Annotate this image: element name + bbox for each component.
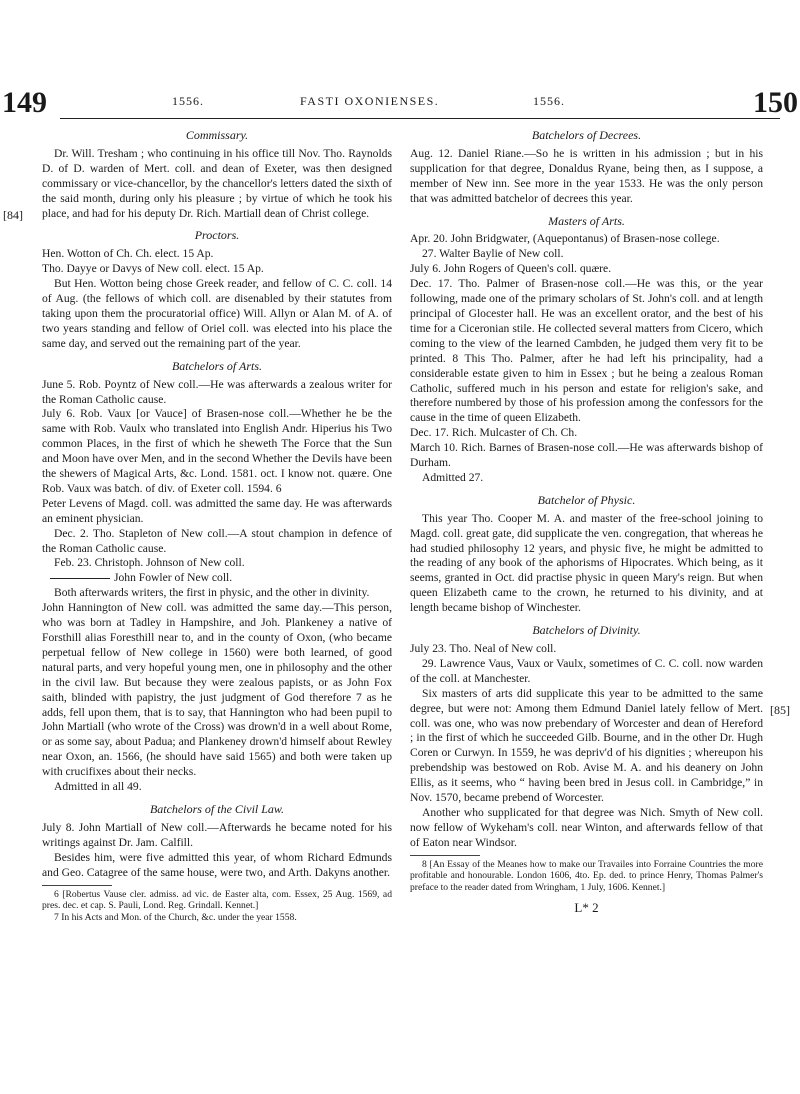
page-number-left: 149 [2, 86, 47, 119]
paragraph: March 10. Rich. Barnes of Brasen-nose coll.—He was afterwards bishop of Durham. [410, 441, 763, 470]
paragraph: Aug. 12. Daniel Riane.—So he is written in his admission ; but in his supplication for that degree, Donaldus Ryane, being then, as I suppose, a member of New inn. See more in the year 1533. He was the only person that was admitted batchelor of decrees this year. [410, 146, 763, 205]
right-column [410, 128, 763, 916]
heading-proctors: Proctors. [194, 228, 240, 243]
paragraph: July 6. John Rogers of Queen's coll. quære. [410, 262, 612, 276]
paragraph: Both afterwards writers, the first in physic, and the other in divinity. [54, 586, 370, 600]
paragraph: Dec. 17. Rich. Mulcaster of Ch. Ch. [410, 426, 578, 440]
paragraph: Admitted 27. [422, 470, 484, 484]
margin-note-left: [84] [3, 208, 23, 222]
paragraph: Apr. 20. John Bridgwater, (Aquepontanus) of Brasen-nose college. [410, 232, 720, 246]
entry-text: John Fowler of New coll. [114, 571, 233, 585]
heading-masters-of-arts: Masters of Arts. [548, 213, 625, 228]
signature-mark: L* 2 [574, 900, 599, 916]
paragraph: Peter Levens of Magd. coll. was admitted the same day. He was afterwards an eminent physician. [42, 496, 392, 525]
footnote: 6 [Robertus Vause cler. admiss. ad vic. de Easter alta, com. Essex, 25 Aug. 1569, ad pres. dec. et cap. S. Pauli, Lond. Reg. Grindall. Kennet.] [42, 888, 392, 912]
margin-note-right: [85] [770, 703, 790, 717]
heading-batchelors-of-arts: Batchelors of Arts. [171, 358, 263, 373]
paragraph: Six masters of arts did supplicate this year to be admitted to the same degree, but were not: Among them Edmund Daniel lately fellow of Mert. coll. was one, who was now prebendary of Worcester and dean of Hereford ; in the first of which he succeeded Gilb. Bourne, and in the other Dr. Hugh Coren or Curwyn. In 1559, he was depriv'd of his dignities ; whereupon his prebendship was bestowed on Rob. Avise M. A. and his deanery on John Ellis, as it seems, who “ having been bred in Jesus coll. in Cambridge,” in Nov. 1570, became prebend of Worcester. [410, 686, 763, 805]
footnote: 7 In his Acts and Mon. of the Church, &c. under the year 1558. [54, 911, 297, 923]
heading-commissary: Commissary. [185, 128, 249, 142]
heading-batchelors-of-decrees: Batchelors of Decrees. [531, 128, 642, 142]
header-rule [60, 118, 780, 119]
header-year-right: 1556. [533, 94, 565, 108]
paragraph: July 8. John Martiall of New coll.—Afterwards he became noted for his writings against Dr. Jam. Calfill. [42, 820, 392, 849]
paragraph: 29. Lawrence Vaus, Vaux or Vaulx, sometimes of C. C. coll. now warden of the coll. at Manchester. [410, 656, 763, 685]
paragraph: John Hannington of New coll. was admitted the same day.—This person, who was born at Tadley in Hampshire, and Joh. Plankeney a native of Forsthill alias Foresthill near to, and in the county of Oxon, (who became perpetual fellow of New college in 1560) were both learned, of good natural parts, and very hopeful young men, one in philosophy and the other in the civil law. But because they were zealous papists, or as John Fox saith, blinded with papistry, the just judgment of God therefore 7 as he adds, fell upon them, that is to say, that Hannington who had been pupil to John Martiall (who wrote of the Cross) was drown'd in a well about Rome, or as some say, about Padua; and Plankeney drown'd himself about Rewley near Oxon, an. 1566, (he should have said 1565) and both were taken up with crucifixes about their necks. [42, 601, 392, 779]
ditto-entry [42, 571, 392, 586]
paragraph: This year Tho. Cooper M. A. and master of the free-school joining to Magd. coll. great gate, did supplicate the ven. congregation, that whereas he had studied philosophy 12 years, and physic five, he might be admitted to the reading of any book of the aphorisms of Hipocrates. Which being, as it seems, granted in Oct. did practise physic in queen Mary's reign. But when queen Elizabeth came to the crown, he returned to his divinity, and at length became bishop of Winchester. [410, 511, 763, 615]
header-title: FASTI OXONIENSES. [300, 94, 440, 108]
paragraph: Admitted in all 49. [54, 780, 142, 794]
footnote: 8 [An Essay of the Meanes how to make our Travailes into Forraine Countries the more profitable and honourable. London 1606, 4to. Ep. ded. to prince Henry, Thomas Palmer's preface to the reader dated from Wringham, 1 July, 1606. Kennet.] [410, 858, 763, 893]
footnote-rule [42, 885, 112, 886]
ditto-dash [50, 578, 110, 579]
paragraph: Hen. Wotton of Ch. Ch. elect. 15 Ap. [42, 247, 214, 261]
paragraph: But Hen. Wotton being chose Greek reader, and fellow of C. C. coll. 14 of Aug. (the fellows of which coll. are disenabled by their statutes from taking upon them the procuratorial office) Will. Allyn or Alan M. of A. of two years standing and fellow of Oriel coll. was elected into his place the same day, and served out the remaining part of the year. [42, 277, 392, 350]
paragraph: July 23. Tho. Neal of New coll. [410, 642, 557, 655]
left-column [42, 128, 392, 923]
footnote-rule [410, 855, 480, 856]
paragraph: Feb. 23. Christoph. Johnson of New coll. [54, 556, 245, 570]
heading-batchelor-of-physic: Batchelor of Physic. [537, 492, 636, 507]
header-year-left: 1556. [172, 94, 204, 108]
paragraph: Dr. Will. Tresham ; who continuing in his office till Nov. Tho. Raynolds D. of D. warden of Mert. coll. and dean of Exeter, was then designed commissary or vice-chancellor, by the chancellor's letters dated the sixth of the said month, during only his pleasure ; by virtue of which he took his place, and had for his deputy Dr. Rich. Martiall dean of Christ college. [42, 146, 392, 220]
heading-batchelors-of-civil-law: Batchelors of the Civil Law. [149, 801, 285, 816]
paragraph: July 6. Rob. Vaux [or Vauce] of Brasen-nose coll.—Whether he be the same with Rob. Vaulx who translated into English Andr. Hiperius his Two common Places, in the first of which he sheweth The Force that the Sun and Moon have over Men, and in the second Whether the Devils have been the shewers of Magical Arts, &c. Lond. 1581. oct. I know not. quære. One Rob. Vaux was batch. of div. of Exeter coll. 1594. 6 [42, 407, 392, 495]
paragraph: Dec. 2. Tho. Stapleton of New coll.—A stout champion in defence of the Roman Catholic cause. [42, 526, 392, 555]
paragraph: June 5. Rob. Poyntz of New coll.—He was afterwards a zealous writer for the Roman Catholic cause. [42, 377, 392, 406]
paragraph: Besides him, were five admitted this year, of whom Richard Edmunds and Geo. Catagree of the same house, were two, and Arth. Dakyns another. [42, 850, 392, 879]
paragraph: Another who supplicated for that degree was Nich. Smyth of New coll. now fellow of Wykeham's coll. near Winton, and afterwards fellow of that of Eaton near Windsor. [410, 805, 763, 849]
paragraph: Tho. Dayye or Davys of New coll. elect. 15 Ap. [42, 262, 264, 276]
heading-batchelors-of-divinity: Batchelors of Divinity. [532, 623, 641, 638]
paragraph: 27. Walter Baylie of New coll. [422, 247, 564, 261]
page-number-right: 150 [753, 86, 798, 119]
paragraph: Dec. 17. Tho. Palmer of Brasen-nose coll.—He was this, or the year following, made one of the primary scholars of St. John's coll. and at length principal of Glocester hall. He was an excellent orator, and the best of his time for a Ciceronian stile. He collected several matters from Cicero, which coming to the view of the learned Cambden, he judged them very fit to be printed. 8 This Tho. Palmer, after he had left his principality, had a considerable estate given to him in Essex ; but he being a zealous Roman Catholic, suffered much in his person and estate for religion's sake, and therefore numbered by those of his profession among the confessors for the cause in the time of queen Elizabeth. [410, 277, 763, 425]
